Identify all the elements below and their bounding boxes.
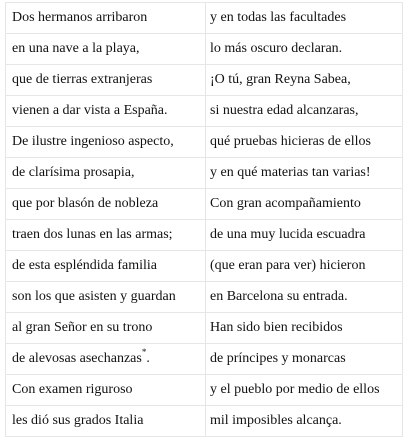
- verse-left: en una nave a la playa,: [6, 34, 206, 65]
- table-row: [6, 220, 403, 251]
- verse-text: de alevosas asechanzas: [12, 351, 142, 366]
- table-row: [6, 189, 403, 220]
- table-row: [6, 34, 403, 65]
- verse-right: lo más oscuro declaran.: [206, 34, 403, 65]
- table-row: [6, 406, 403, 437]
- table-row: [6, 96, 403, 127]
- verse-left: vienen a dar vista a España.: [6, 96, 206, 127]
- verse-right: Han sido bien recibidos: [206, 313, 403, 344]
- table-row: [6, 251, 403, 282]
- poem-table: [5, 2, 403, 437]
- verse-left: que de tierras extranjeras: [6, 65, 206, 96]
- verse-left: de esta espléndida familia: [6, 251, 206, 282]
- footnote-marker[interactable]: *: [141, 347, 147, 358]
- verse-right: ¡O tú, gran Reyna Sabea,: [206, 65, 403, 96]
- table-row: [6, 375, 403, 406]
- table-row: [6, 3, 403, 34]
- verse-left: son los que asisten y guardan: [6, 282, 206, 313]
- verse-right: de una muy lucida escuadra: [206, 220, 403, 251]
- table-row: [6, 282, 403, 313]
- verse-left: de clarísima prosapia,: [6, 158, 206, 189]
- verse-right: qué pruebas hicieras de ellos: [206, 127, 403, 158]
- table-row: [6, 158, 403, 189]
- verse-right: y en todas las facultades: [206, 3, 403, 34]
- verse-left: [6, 344, 206, 375]
- verse-left: les dió sus grados Italia: [6, 406, 206, 437]
- verse-left: que por blasón de nobleza: [6, 189, 206, 220]
- verse-right: si nuestra edad alcanzaras,: [206, 96, 403, 127]
- verse-right: (que eran para ver) hicieron: [206, 251, 403, 282]
- verse-right: y el pueblo por medio de ellos: [206, 375, 403, 406]
- verse-left: De ilustre ingenioso aspecto,: [6, 127, 206, 158]
- verse-right: mil imposibles alcanҫa.: [206, 406, 403, 437]
- verse-punctuation: .: [146, 351, 150, 366]
- table-row: [6, 344, 403, 375]
- verse-left: al gran Señor en su trono: [6, 313, 206, 344]
- verse-right: en Barcelona su entrada.: [206, 282, 403, 313]
- verse-left: traen dos lunas en las armas;: [6, 220, 206, 251]
- verse-right: Con gran acompañamiento: [206, 189, 403, 220]
- table-row: [6, 127, 403, 158]
- table-row: [6, 65, 403, 96]
- verse-left: Con examen riguroso: [6, 375, 206, 406]
- table-row: [6, 313, 403, 344]
- verse-right: de príncipes y monarcas: [206, 344, 403, 375]
- verse-left: Dos hermanos arribaron: [6, 3, 206, 34]
- verse-right: y en qué materias tan varias!: [206, 158, 403, 189]
